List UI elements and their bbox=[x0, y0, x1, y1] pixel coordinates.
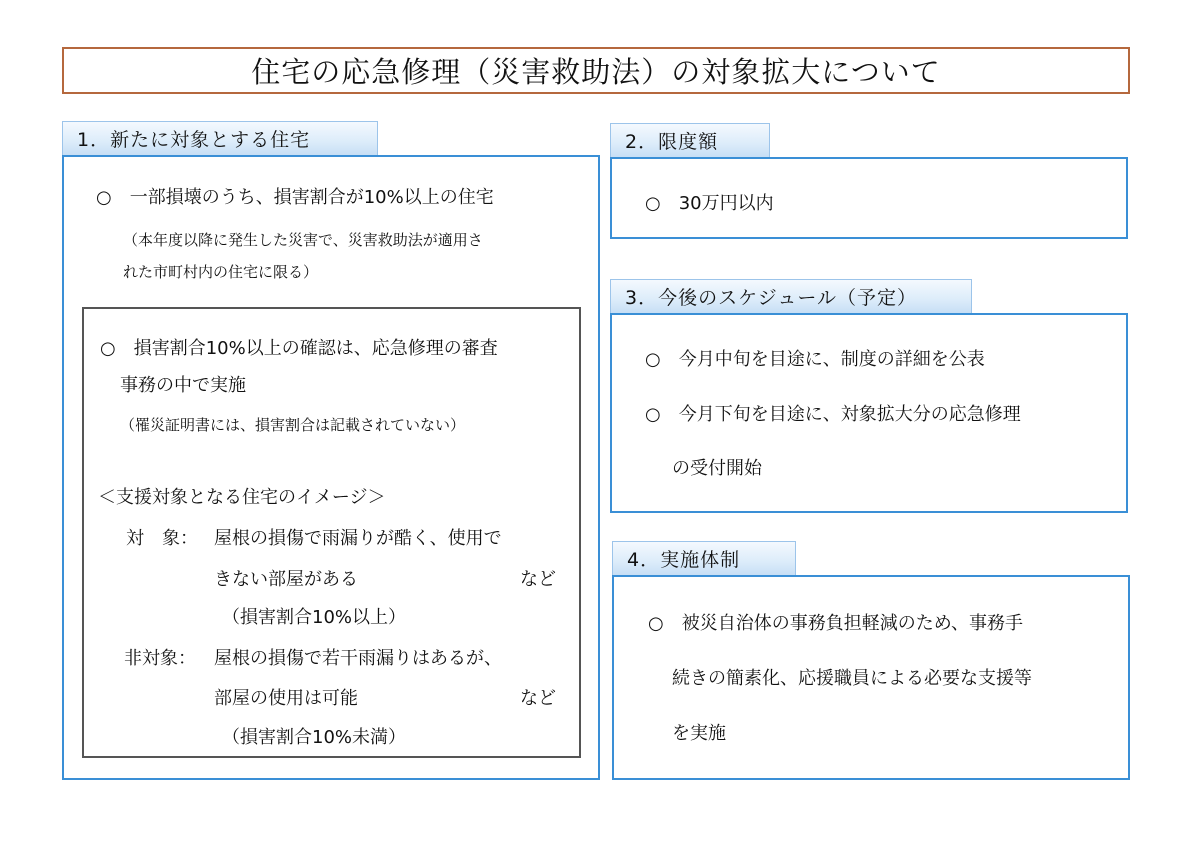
nontarget-line1: 屋根の損傷で若干雨漏りはあるが、 bbox=[214, 648, 502, 669]
target-label: 対 象： bbox=[126, 528, 198, 549]
section2-tab: 2．限度額 bbox=[610, 123, 770, 157]
section4-item1b: 続きの簡素化、応援職員による必要な支援等 bbox=[672, 668, 1032, 689]
section1-note1a: （本年度以降に発生した災害で、災害救助法が適用さ bbox=[123, 231, 483, 249]
section2-item1: ○ 30万円以内 bbox=[645, 193, 774, 214]
section1-item1: ○ 一部損壊のうち、損害割合が10%以上の住宅 bbox=[96, 187, 494, 208]
nontarget-etc: など bbox=[520, 688, 556, 709]
inner-item-a: ○ 損害割合10%以上の確認は、応急修理の審査 bbox=[100, 338, 498, 359]
target-etc: など bbox=[520, 569, 556, 590]
section4-item1c: を実施 bbox=[672, 723, 726, 744]
section3-item2a: ○ 今月下旬を目途に、対象拡大分の応急修理 bbox=[645, 404, 1021, 425]
target-line2: きない部屋がある bbox=[214, 569, 358, 590]
nontarget-ratio: （損害割合10%未満） bbox=[222, 727, 407, 748]
section3-tab: 3．今後のスケジュール（予定） bbox=[610, 279, 972, 313]
page-title: 住宅の応急修理（災害救助法）の対象拡大について bbox=[62, 47, 1130, 94]
section1-tab: 1．新たに対象とする住宅 bbox=[62, 121, 378, 155]
section3-item1: ○ 今月中旬を目途に、制度の詳細を公表 bbox=[645, 349, 985, 370]
section1-note1b: れた市町村内の住宅に限る） bbox=[123, 263, 319, 281]
nontarget-label: 非対象： bbox=[124, 648, 196, 669]
image-heading: ＜支援対象となる住宅のイメージ＞ bbox=[98, 487, 386, 508]
section3-item2b: の受付開始 bbox=[672, 458, 762, 479]
section4-tab: 4．実施体制 bbox=[612, 541, 796, 575]
target-ratio: （損害割合10%以上） bbox=[222, 607, 407, 628]
inner-note: （罹災証明書には、損害割合は記載されていない） bbox=[120, 416, 466, 434]
nontarget-line2: 部屋の使用は可能 bbox=[214, 688, 358, 709]
target-line1: 屋根の損傷で雨漏りが酷く、使用で bbox=[214, 528, 502, 549]
inner-item-b: 事務の中で実施 bbox=[120, 375, 246, 396]
section4-item1a: ○ 被災自治体の事務負担軽減のため、事務手 bbox=[648, 613, 1023, 634]
